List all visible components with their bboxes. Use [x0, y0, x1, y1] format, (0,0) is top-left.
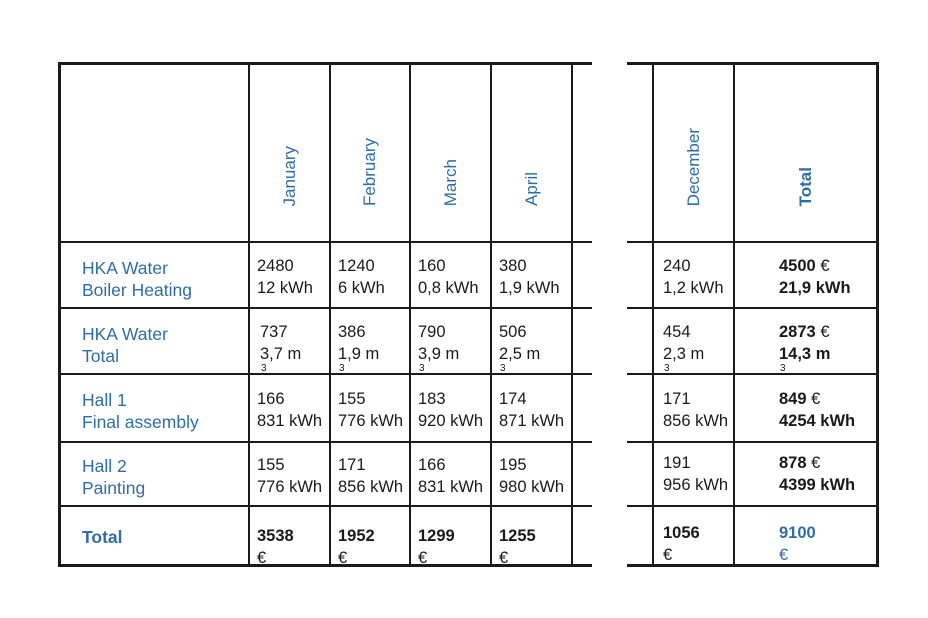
volume-value: 1,9 m [338, 345, 380, 363]
row-line [58, 505, 592, 507]
energy-value: 1,9 kWh [499, 279, 560, 297]
data-cell [418, 454, 483, 498]
currency-symbol: € [820, 323, 830, 341]
cost-value: 191 [663, 454, 691, 472]
data-cell [663, 388, 728, 432]
month-label: March [440, 158, 460, 206]
volume-value: 2,3 m [663, 345, 705, 363]
row-label [82, 257, 192, 301]
cost-value: 166 [418, 456, 446, 474]
energy-value: 776 kWh [338, 412, 404, 430]
row-label-line: Hall 1 [82, 390, 127, 410]
total-energy: 4399 kWh [779, 476, 856, 494]
data-cell [257, 454, 322, 498]
cost-value: 155 [257, 456, 285, 474]
cost-value: 790 [418, 323, 446, 341]
header-january [250, 64, 329, 242]
cost-value: 160 [418, 257, 446, 275]
month-total: 3538 [257, 527, 294, 545]
cost-value: 380 [499, 257, 527, 275]
month-label: February [360, 137, 379, 206]
total-cost: 2873 [779, 323, 816, 341]
footer-cell [663, 522, 700, 566]
cost-value: 386 [338, 323, 366, 341]
currency-symbol: € [811, 454, 821, 472]
row-line [58, 441, 592, 443]
right-table-right-border [876, 62, 879, 567]
currency-symbol: € [338, 549, 348, 567]
data-cell [338, 321, 379, 387]
data-cell [338, 388, 403, 432]
data-cell [663, 321, 704, 387]
header-march [411, 64, 490, 242]
row-label-line: HKA Water [82, 258, 168, 278]
total-cost: 849 [779, 390, 807, 408]
header-total [735, 64, 876, 242]
cost-value: 506 [499, 323, 527, 341]
energy-value: 856 kWh [663, 412, 729, 430]
cubic-superscript: 3 [419, 363, 425, 374]
cost-value: 166 [257, 390, 285, 408]
total-cell [779, 321, 830, 387]
cost-value: 171 [663, 390, 691, 408]
month-total: 1056 [663, 524, 700, 542]
currency-symbol: € [257, 549, 267, 567]
data-cell [257, 255, 313, 299]
row-label-line: Total [82, 346, 119, 366]
footer-cell [338, 525, 375, 569]
data-cell [499, 454, 564, 498]
month-label: April [521, 171, 541, 206]
header-december [654, 64, 733, 242]
cost-value: 183 [418, 390, 446, 408]
month-total: 1255 [499, 527, 536, 545]
data-cell [260, 321, 301, 387]
footer-cell [257, 525, 294, 569]
cubic-superscript: 3 [664, 363, 670, 374]
data-cell [499, 255, 560, 299]
volume-value: 3,7 m [260, 345, 302, 363]
data-cell [499, 388, 564, 432]
row-label-line: Painting [82, 478, 146, 498]
cubic-superscript: 3 [500, 363, 506, 374]
currency-symbol: € [499, 549, 509, 567]
cost-value: 174 [499, 390, 527, 408]
data-cell [257, 388, 322, 432]
total-cost: 878 [779, 454, 807, 472]
cost-value: 1240 [338, 257, 375, 275]
currency-symbol: € [663, 546, 673, 564]
row-label [82, 455, 145, 499]
currency-symbol: € [779, 546, 789, 564]
cost-value: 454 [663, 323, 691, 341]
row-line [58, 307, 592, 309]
energy-value: 856 kWh [338, 478, 404, 496]
row-line [627, 307, 879, 309]
footer-label: Total [82, 527, 123, 547]
energy-value: 920 kWh [418, 412, 484, 430]
energy-value: 980 kWh [499, 478, 565, 496]
row-label-line: HKA Water [82, 324, 168, 344]
row-line [627, 505, 879, 507]
header-february [331, 64, 409, 242]
currency-symbol: € [811, 390, 821, 408]
energy-value: 776 kWh [257, 478, 323, 496]
row-line [627, 441, 879, 443]
volume-value: 3,9 m [418, 345, 460, 363]
col-line [571, 62, 573, 567]
total-cell [779, 452, 855, 496]
total-header-label: Total [795, 166, 815, 206]
energy-value: 12 kWh [257, 279, 313, 297]
total-volume: 14,3 m [779, 345, 831, 363]
footer-cell [418, 525, 455, 569]
month-total: 1299 [418, 527, 455, 545]
cubic-superscript: 3 [780, 363, 786, 374]
cost-value: 171 [338, 456, 366, 474]
data-cell [418, 388, 483, 432]
month-label: January [279, 145, 299, 206]
total-cost: 4500 [779, 257, 816, 275]
total-cell [779, 388, 855, 432]
energy-value: 0,8 kWh [418, 279, 479, 297]
data-cell [418, 321, 459, 387]
data-cell [499, 321, 540, 387]
currency-symbol: € [820, 257, 830, 275]
energy-value: 831 kWh [418, 478, 484, 496]
left-table-left-border [58, 62, 61, 567]
footer-cell [499, 525, 536, 569]
cost-value: 737 [260, 323, 288, 341]
cubic-superscript: 3 [339, 363, 345, 374]
cost-value: 2480 [257, 257, 294, 275]
currency-symbol: € [418, 549, 428, 567]
row-label-line: Final assembly [82, 412, 199, 432]
month-total: 1952 [338, 527, 375, 545]
energy-value: 956 kWh [663, 476, 729, 494]
cost-value: 240 [663, 257, 691, 275]
data-cell [338, 255, 385, 299]
grand-total: 9100 [779, 524, 816, 542]
data-cell [338, 454, 403, 498]
energy-value: 6 kWh [338, 279, 385, 297]
data-cell [663, 452, 728, 496]
cost-value: 195 [499, 456, 527, 474]
header-april [492, 64, 571, 242]
total-energy: 21,9 kWh [779, 279, 851, 297]
data-cell [418, 255, 479, 299]
row-label-line: Hall 2 [82, 456, 127, 476]
grand-total-cell [779, 522, 816, 566]
row-label-line: Boiler Heating [82, 280, 192, 300]
row-label [82, 323, 168, 367]
energy-value: 871 kWh [499, 412, 565, 430]
cost-value: 155 [338, 390, 366, 408]
volume-value: 2,5 m [499, 345, 541, 363]
total-energy: 4254 kWh [779, 412, 856, 430]
cubic-superscript: 3 [261, 363, 267, 374]
row-label [82, 389, 199, 433]
total-cell [779, 255, 851, 299]
data-cell [663, 255, 724, 299]
month-label: December [683, 127, 703, 206]
energy-value: 1,2 kWh [663, 279, 724, 297]
energy-value: 831 kWh [257, 412, 323, 430]
